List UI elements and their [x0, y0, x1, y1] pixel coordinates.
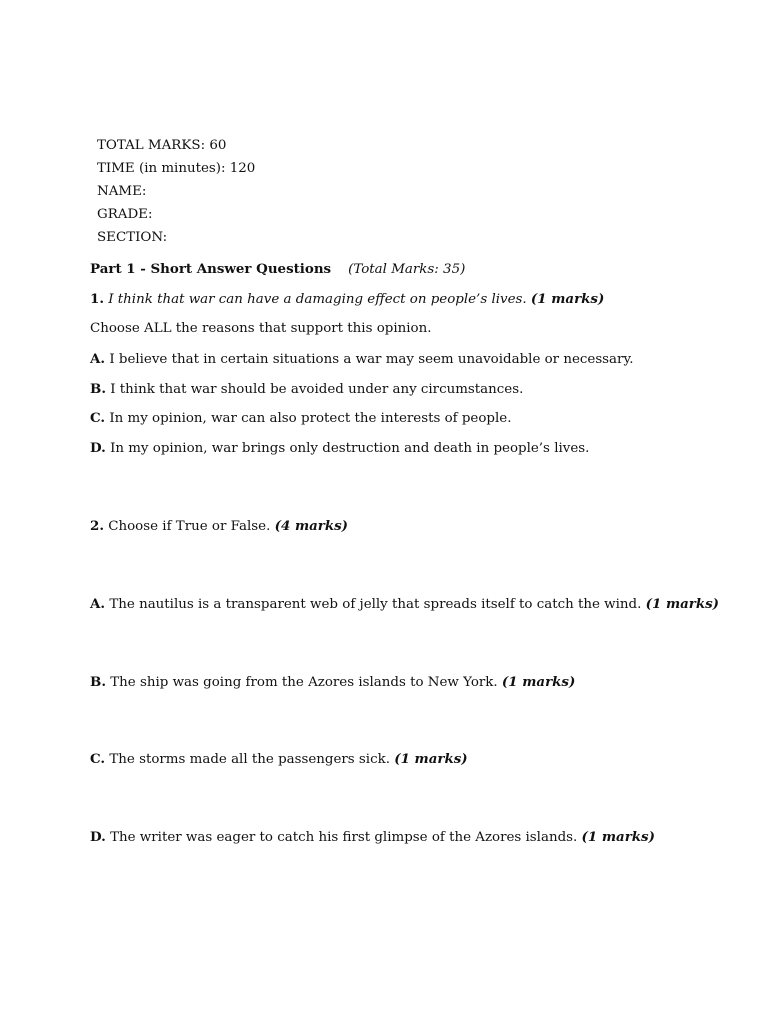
option-d[interactable]	[90, 439, 589, 458]
option-c[interactable]	[90, 409, 511, 428]
question-2	[90, 517, 348, 536]
part-title	[90, 260, 465, 279]
time-limit: TIME (in minutes): 120	[97, 161, 256, 176]
item-marks: (1 marks)	[645, 596, 720, 612]
option-a[interactable]	[90, 350, 633, 369]
question-number: 1.	[90, 291, 104, 307]
true-false-item-b[interactable]	[90, 673, 575, 692]
option-letter: D.	[90, 440, 106, 456]
question-number: 2.	[90, 518, 104, 534]
item-letter: C.	[90, 751, 106, 767]
item-text: The storms made all the passengers sick.	[109, 752, 390, 767]
question-marks: (1 marks)	[530, 291, 605, 307]
option-b[interactable]	[90, 380, 523, 399]
question-instruction: Choose ALL the reasons that support this opinion.	[90, 321, 432, 336]
part-title-text: Part 1 - Short Answer Questions	[90, 261, 332, 277]
option-letter: C.	[90, 410, 106, 426]
item-marks: (1 marks)	[501, 674, 576, 690]
true-false-item-a[interactable]	[90, 595, 719, 614]
grade-field-label: GRADE:	[97, 207, 153, 222]
item-text: The ship was going from the Azores islands to New York.	[110, 675, 498, 690]
question-marks: (4 marks)	[274, 518, 348, 534]
question-1	[90, 290, 604, 309]
item-marks: (1 marks)	[581, 829, 655, 845]
question-prompt: Choose if True or False.	[108, 519, 271, 534]
part-total-marks: (Total Marks: 35)	[348, 262, 466, 277]
item-letter: D.	[90, 829, 106, 845]
option-letter: A.	[90, 351, 106, 367]
item-text: The nautilus is a transparent web of jelly that spreads itself to catch the wind.	[109, 597, 642, 612]
name-field-label: NAME:	[97, 184, 147, 199]
section-field-label: SECTION:	[97, 230, 168, 245]
option-text: I believe that in certain situations a war may seem unavoidable or necessary.	[109, 352, 634, 367]
item-letter: A.	[90, 596, 106, 612]
option-text: I think that war should be avoided under any circumstances.	[110, 382, 524, 397]
question-prompt: I think that war can have a damaging effect on people’s lives.	[108, 292, 527, 307]
option-letter: B.	[90, 381, 106, 397]
option-text: In my opinion, war can also protect the interests of people.	[109, 411, 512, 426]
item-text: The writer was eager to catch his first glimpse of the Azores islands.	[110, 830, 578, 845]
item-marks: (1 marks)	[394, 751, 468, 767]
true-false-item-c[interactable]	[90, 750, 468, 769]
option-text: In my opinion, war brings only destruction and death in people’s lives.	[110, 441, 590, 456]
total-marks: TOTAL MARKS: 60	[97, 138, 227, 153]
item-letter: B.	[90, 674, 106, 690]
true-false-item-d[interactable]	[90, 828, 655, 847]
